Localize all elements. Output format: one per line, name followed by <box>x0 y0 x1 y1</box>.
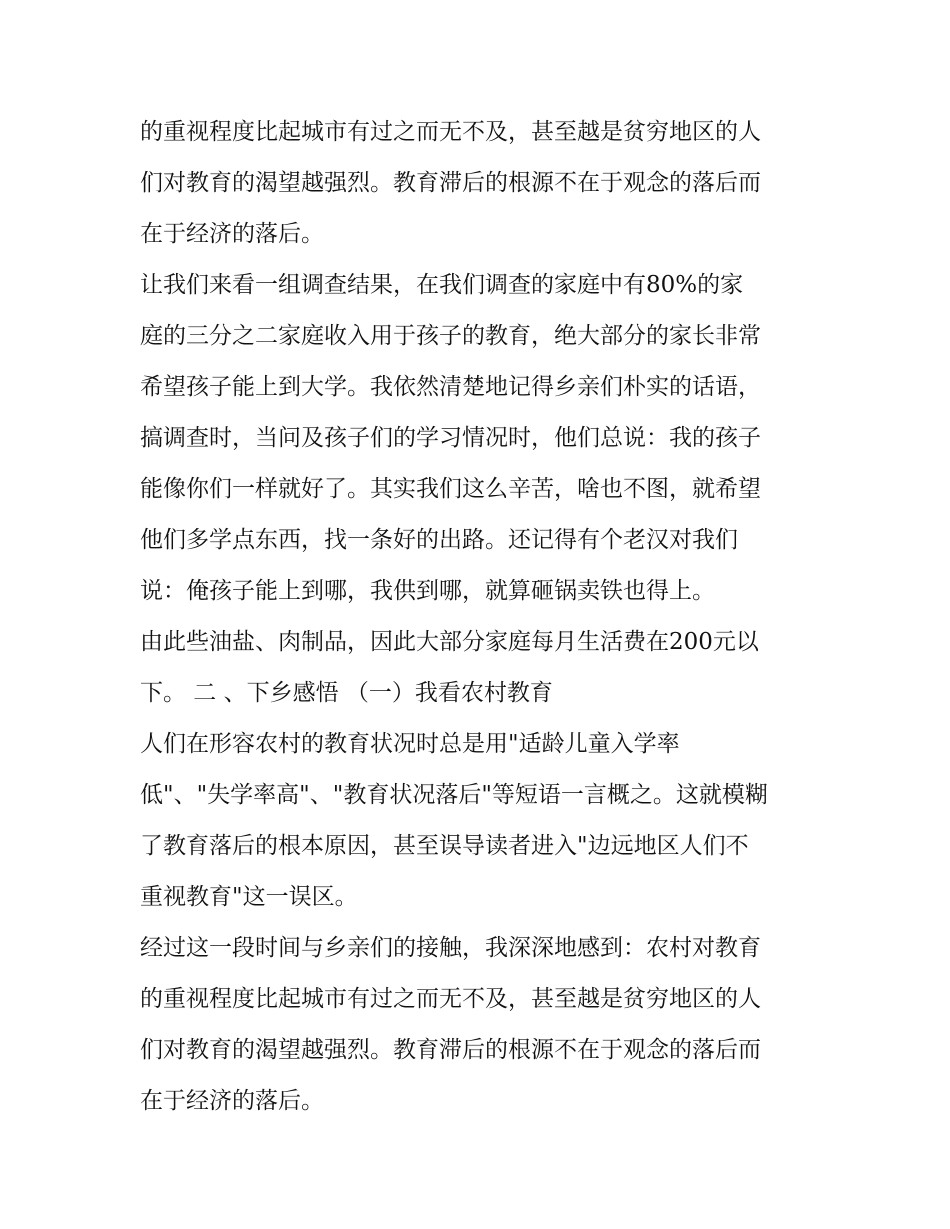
text-line: 由此些油盐、肉制品，因此大部分家庭每月生活费在200元以 <box>140 629 759 655</box>
text-line: 希望孩子能上到大学。我依然清楚地记得乡亲们朴实的话语， <box>140 374 761 400</box>
body-text <box>140 107 820 1127</box>
text-line: 的重视程度比起城市有过之而无不及，甚至越是贫穷地区的人 <box>140 119 761 145</box>
text-line: 在于经济的落后。 <box>140 1088 324 1114</box>
text-line: 能像你们一样就好了。其实我们这么辛苦，啥也不图，就希望 <box>140 476 761 502</box>
text-line: 们对教育的渴望越强烈。教育滞后的根源不在于观念的落后而 <box>140 1037 761 1063</box>
text-line: 低"、"失学率高"、"教育状况落后"等短语一言概之。这就模糊 <box>140 782 768 808</box>
text-line: 们对教育的渴望越强烈。教育滞后的根源不在于观念的落后而 <box>140 170 761 196</box>
text-line: 经过这一段时间与乡亲们的接触，我深深地感到：农村对教育 <box>140 935 761 961</box>
text-line: 说：俺孩子能上到哪，我供到哪，就算砸锅卖铁也得上。 <box>140 578 715 604</box>
text-line: 的重视程度比起城市有过之而无不及，甚至越是贫穷地区的人 <box>140 986 761 1012</box>
text-line: 了教育落后的根本原因，甚至误导读者进入"边远地区人们不 <box>140 833 749 859</box>
text-line: 人们在形容农村的教育状况时总是用"适龄儿童入学率 <box>140 731 680 757</box>
text-line: 庭的三分之二家庭收入用于孩子的教育，绝大部分的家长非常 <box>140 323 761 349</box>
text-line: 重视教育"这一误区。 <box>140 884 358 910</box>
text-line: 他们多学点东西，找一条好的出路。还记得有个老汉对我们 <box>140 527 738 553</box>
text-line: 在于经济的落后。 <box>140 221 324 247</box>
text-line: 让我们来看一组调查结果，在我们调查的家庭中有80%的家 <box>140 272 744 298</box>
text-line: 下。 二 、下乡感悟 （一）我看农村教育 <box>140 680 553 706</box>
text-line: 搞调查时，当问及孩子们的学习情况时，他们总说：我的孩子 <box>140 425 761 451</box>
